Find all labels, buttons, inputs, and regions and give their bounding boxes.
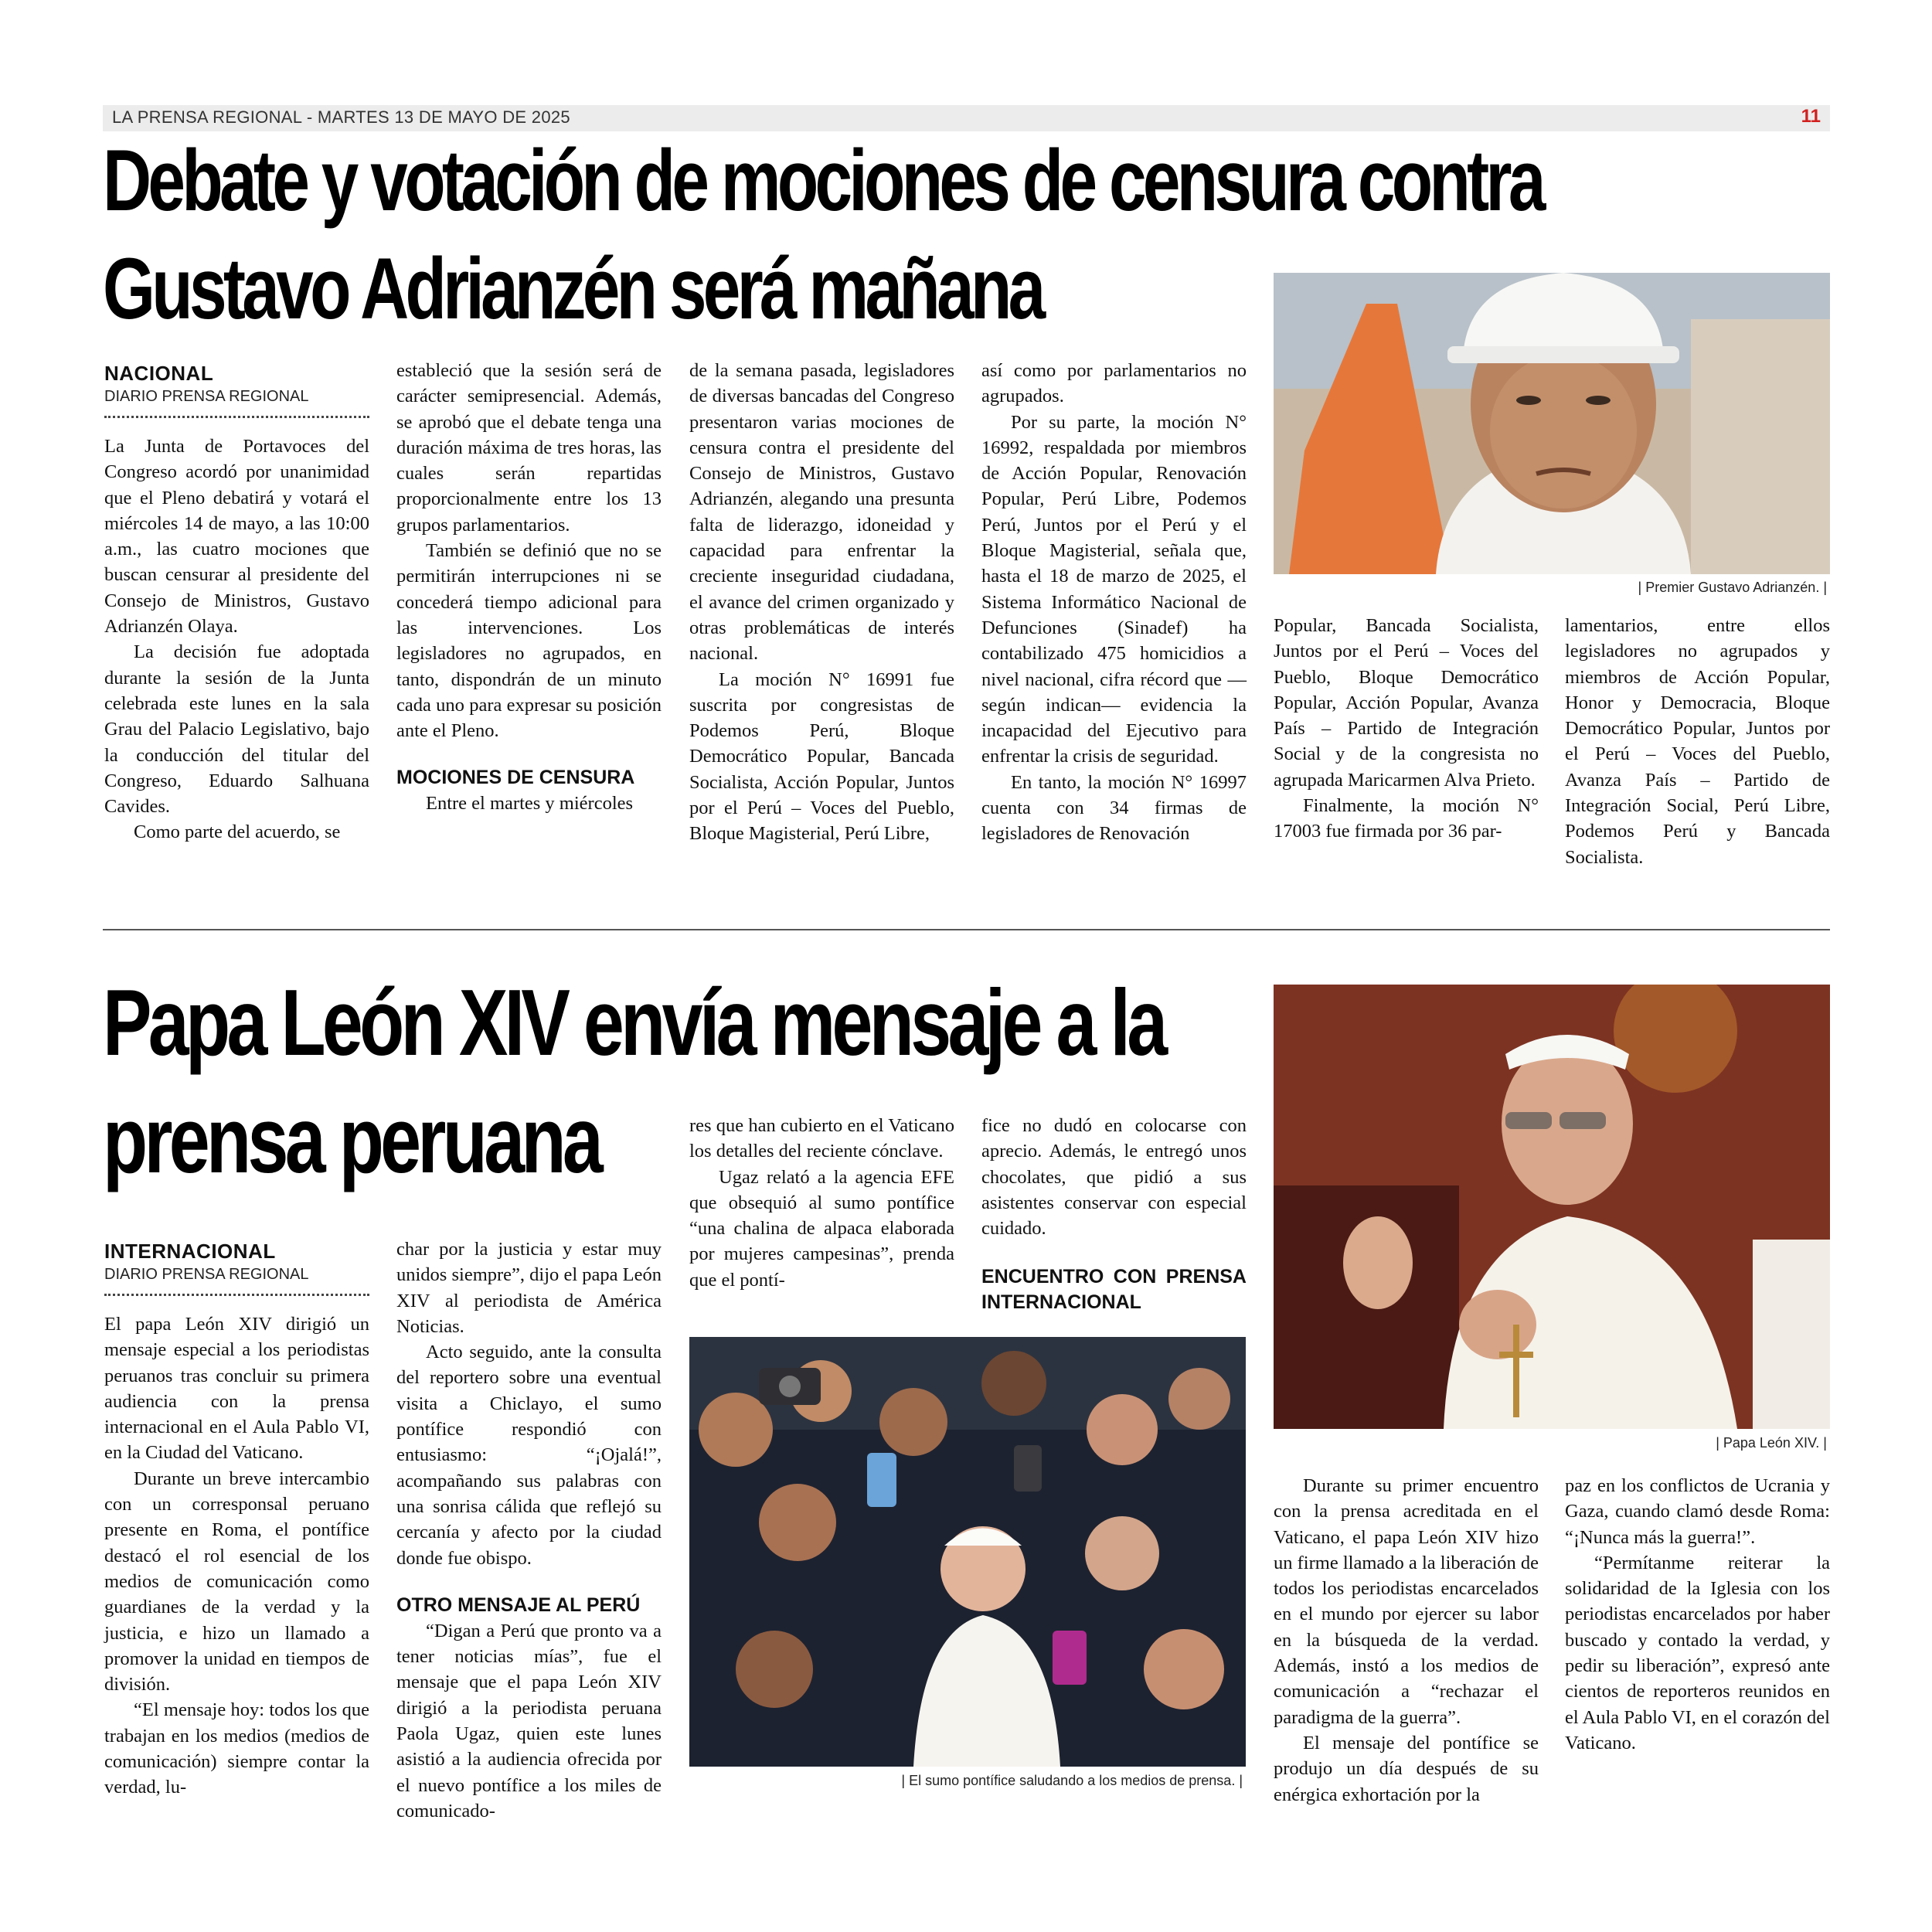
crowd-photo-caption: | El sumo pontífice saludando a los medios de prensa. |	[901, 1773, 1243, 1788]
paragraph: Por su parte, la moción N° 16992, respaldada por miembros de Acción Popular, Renovación Popular, Perú Libre, Podemos Perú, Juntos por el Perú y el Bloque Magisterial, señala que, hasta el 18 de marzo de 2025, el Sistema Informático Nacional de Defunciones (Sinadef) ha contabilizado 475 homicidios a nivel nacional, cifra récord que —según indican— evidencia la incapacidad del Ejecutivo para enfrentar la crisis de seguridad.	[981, 411, 1247, 767]
paragraph: Durante su primer encuentro con la prensa acreditada en el Vaticano, el papa León XIV hizo un firme llamado a la liberación de todos los periodistas encarcelados en el mundo por ejercer su labor en la búsqueda de la verdad. Además, instó a los medios de comunicación a “rechazar el paradigma de la guerra”.	[1274, 1475, 1539, 1728]
premier-photo	[1274, 273, 1830, 574]
section-divider	[103, 929, 1830, 930]
article2-column-1	[104, 1311, 369, 1801]
article2-dotted-divider	[104, 1294, 369, 1296]
paragraph: paz en los conflictos de Ucrania y Gaza, cuando clamó desde Roma: “¡Nunca más la guerra!”.	[1565, 1475, 1830, 1548]
article1-column-4	[981, 358, 1247, 847]
article1-subhead: MOCIONES DE CENSURA	[396, 767, 635, 789]
article2-headline-line2: prensa peruana	[103, 1087, 600, 1192]
article2-source: DIARIO PRENSA REGIONAL	[104, 1266, 309, 1283]
paragraph: La moción N° 16991 fue suscrita por congresistas de Podemos Perú, Bloque Democrático Popular, Bancada Socialista, Acción Popular, Juntos por el Perú – Voces del Pueblo, Bloque Magisterial, Perú Libre,	[689, 668, 954, 845]
paragraph: char por la justicia y estar muy unidos siempre”, dijo el papa León XIV al periodista de América Noticias.	[396, 1239, 662, 1337]
paragraph: de la semana pasada, legisladores de diversas bancadas del Congreso presentaron varias mociones de censura contra el presidente del Consejo de Ministros, Gustavo Adrianzén, alegando una presunta falta de liderazgo, idoneidad y capacidad para enfrentar la creciente inseguridad ciudadana, el avance del crimen organizado y otras problemáticas de interés nacional.	[689, 360, 954, 665]
article1-headline-line2: Gustavo Adrianzén será mañana	[103, 240, 1043, 337]
article1-column-5	[1274, 613, 1539, 845]
crowd-photo	[689, 1337, 1246, 1767]
paragraph: También se definió que no se permitirán interrupciones ni se concederá tiempo adicional para las intervenciones. Los legisladores no agrupados, en tanto, dispondrán de un minuto cada uno para expresar su posición ante el Pleno.	[396, 540, 662, 742]
paragraph: Finalmente, la moción N° 17003 fue firmada por 36 par-	[1274, 795, 1539, 842]
paragraph: El mensaje del pontífice se produjo un día después de su enérgica exhortación por la	[1274, 1732, 1539, 1805]
article1-headline-line1: Debate y votación de mociones de censura contra	[103, 132, 1543, 229]
article1-column-3	[689, 358, 954, 847]
paragraph: La Junta de Portavoces del Congreso acordó por unanimidad que el Pleno debatirá y votará el miércoles 14 de mayo, a las 10:00 a.m., las cuatro mociones que buscan censurar al presidente del Consejo de Ministros, Gustavo Adrianzén Olaya.	[104, 436, 369, 638]
paragraph: En tanto, la moción N° 16997 cuenta con 34 firmas de legisladores de Renovación	[981, 771, 1247, 845]
paragraph: “El mensaje hoy: todos los que trabajan en los medios (medios de comunicación) siempre contar la verdad, lu-	[104, 1699, 369, 1798]
paragraph: “Permítanme reiterar la solidaridad de la Iglesia con los periodistas encarcelados por haber buscado y contado la verdad, y pedir su liberación”, expresó ante cientos de reporteros reunidos en el Aula Pablo VI, en el corazón del Vaticano.	[1565, 1552, 1830, 1753]
paragraph: lamentarios, entre ellos legisladores no agrupados y miembros de Acción Popular, Honor y Democracia, Bloque Democrático Popular, Juntos por el Perú – Voces del Pueblo, Avanza País – Partido de Integración Social, Perú Libre, Podemos Perú y Bancada Socialista.	[1565, 615, 1830, 868]
paragraph: Como parte del acuerdo, se	[134, 821, 341, 843]
article2-headline-line1: Papa León XIV envía mensaje a la	[103, 970, 1165, 1075]
paragraph: fice no dudó en colocarse con aprecio. Además, le entregó unos chocolates, que pidió a sus asistentes conservar con especial cuidado.	[981, 1115, 1247, 1240]
article2-column-4	[981, 1113, 1247, 1315]
paragraph: Durante un breve intercambio con un corresponsal peruano presente en Roma, el pontífice destacó el rol esencial de los medios de comunicación como guardianes de la verdad y la justicia, e hizo un llamado a promover la unidad en tiempos de división.	[104, 1468, 369, 1696]
article1-source: DIARIO PRENSA REGIONAL	[104, 388, 309, 405]
paragraph: Acto seguido, ante la consulta del reportero sobre una eventual visita a Chiclayo, el sumo pontífice respondió con entusiasmo: “¡Ojalá!”, acompañando sus palabras con una sonrisa cálida que reflejó su cercanía y afecto por la ciudad donde fue obispo.	[396, 1342, 662, 1569]
article1-dotted-divider	[104, 416, 369, 418]
premier-photo-illustration	[1274, 273, 1830, 574]
paragraph: La decisión fue adoptada durante la sesión de la Junta celebrada este lunes en la sala Grau del Palacio Legislativo, bajo la conducción del titular del Congreso, Eduardo Salhuana Cavides.	[104, 641, 369, 818]
article2-subhead-peru: OTRO MENSAJE AL PERÚ	[396, 1594, 641, 1616]
pope-photo-illustration	[1274, 985, 1830, 1429]
article1-column-1	[104, 434, 369, 845]
paragraph: Popular, Bancada Socialista, Juntos por el Perú – Voces del Pueblo, Bloque Democrático Popular, Acción Popular, Avanza País – Partido de Integración Social y de la congresista no agrupada Maricarmen Alva Prieto.	[1274, 615, 1539, 791]
article2-section: INTERNACIONAL	[104, 1240, 276, 1263]
article2-column-5	[1274, 1473, 1539, 1808]
paragraph: “Digan a Perú que pronto va a tener noticias mías”, fue el mensaje que el papa León XIV dirigió a la periodista peruana Paola Ugaz, quien este lunes asistió a la audiencia ofrecida por el nuevo pontífice a los miles de comunicado-	[396, 1620, 662, 1821]
paragraph: Entre el martes y miércoles	[426, 793, 634, 815]
article1-column-2	[396, 358, 662, 817]
article2-column-3	[689, 1113, 954, 1293]
page-number: 11	[1801, 106, 1821, 127]
article1-column-6	[1565, 613, 1830, 870]
pope-photo	[1274, 985, 1830, 1429]
article2-column-6	[1565, 1473, 1830, 1756]
header-bar	[103, 105, 1830, 131]
paragraph: así como por parlamentarios no agrupados.	[981, 360, 1247, 407]
article1-section: NACIONAL	[104, 362, 214, 385]
paragraph: El papa León XIV dirigió un mensaje especial a los periodistas peruanos tras concluir su primera audiencia con la prensa internacional en el Aula Pablo VI, en la Ciudad del Vaticano.	[104, 1314, 369, 1464]
publication-date: LA PRENSA REGIONAL - MARTES 13 DE MAYO DE 2025	[112, 107, 570, 127]
article2-subhead-encuentro: ENCUENTRO CON PRENSA INTERNACIONAL	[981, 1266, 1247, 1314]
paragraph: res que han cubierto en el Vaticano los detalles del reciente cónclave.	[689, 1115, 954, 1162]
paragraph: estableció que la sesión será de carácter semipresencial. Además, se aprobó que el debate tenga una duración máxima de tres horas, las cuales serán repartidas proporcionalmente entre los 13 grupos parlamentarios.	[396, 360, 662, 536]
paragraph: Ugaz relató a la agencia EFE que obsequió al sumo pontífice “una chalina de alpaca elaborada por mujeres campesinas”, prenda que el pontí-	[689, 1166, 954, 1291]
article2-column-2	[396, 1236, 662, 1824]
premier-photo-caption: | Premier Gustavo Adrianzén. |	[1638, 580, 1827, 595]
crowd-photo-illustration	[689, 1337, 1246, 1767]
pope-photo-caption: | Papa León XIV. |	[1716, 1435, 1827, 1451]
